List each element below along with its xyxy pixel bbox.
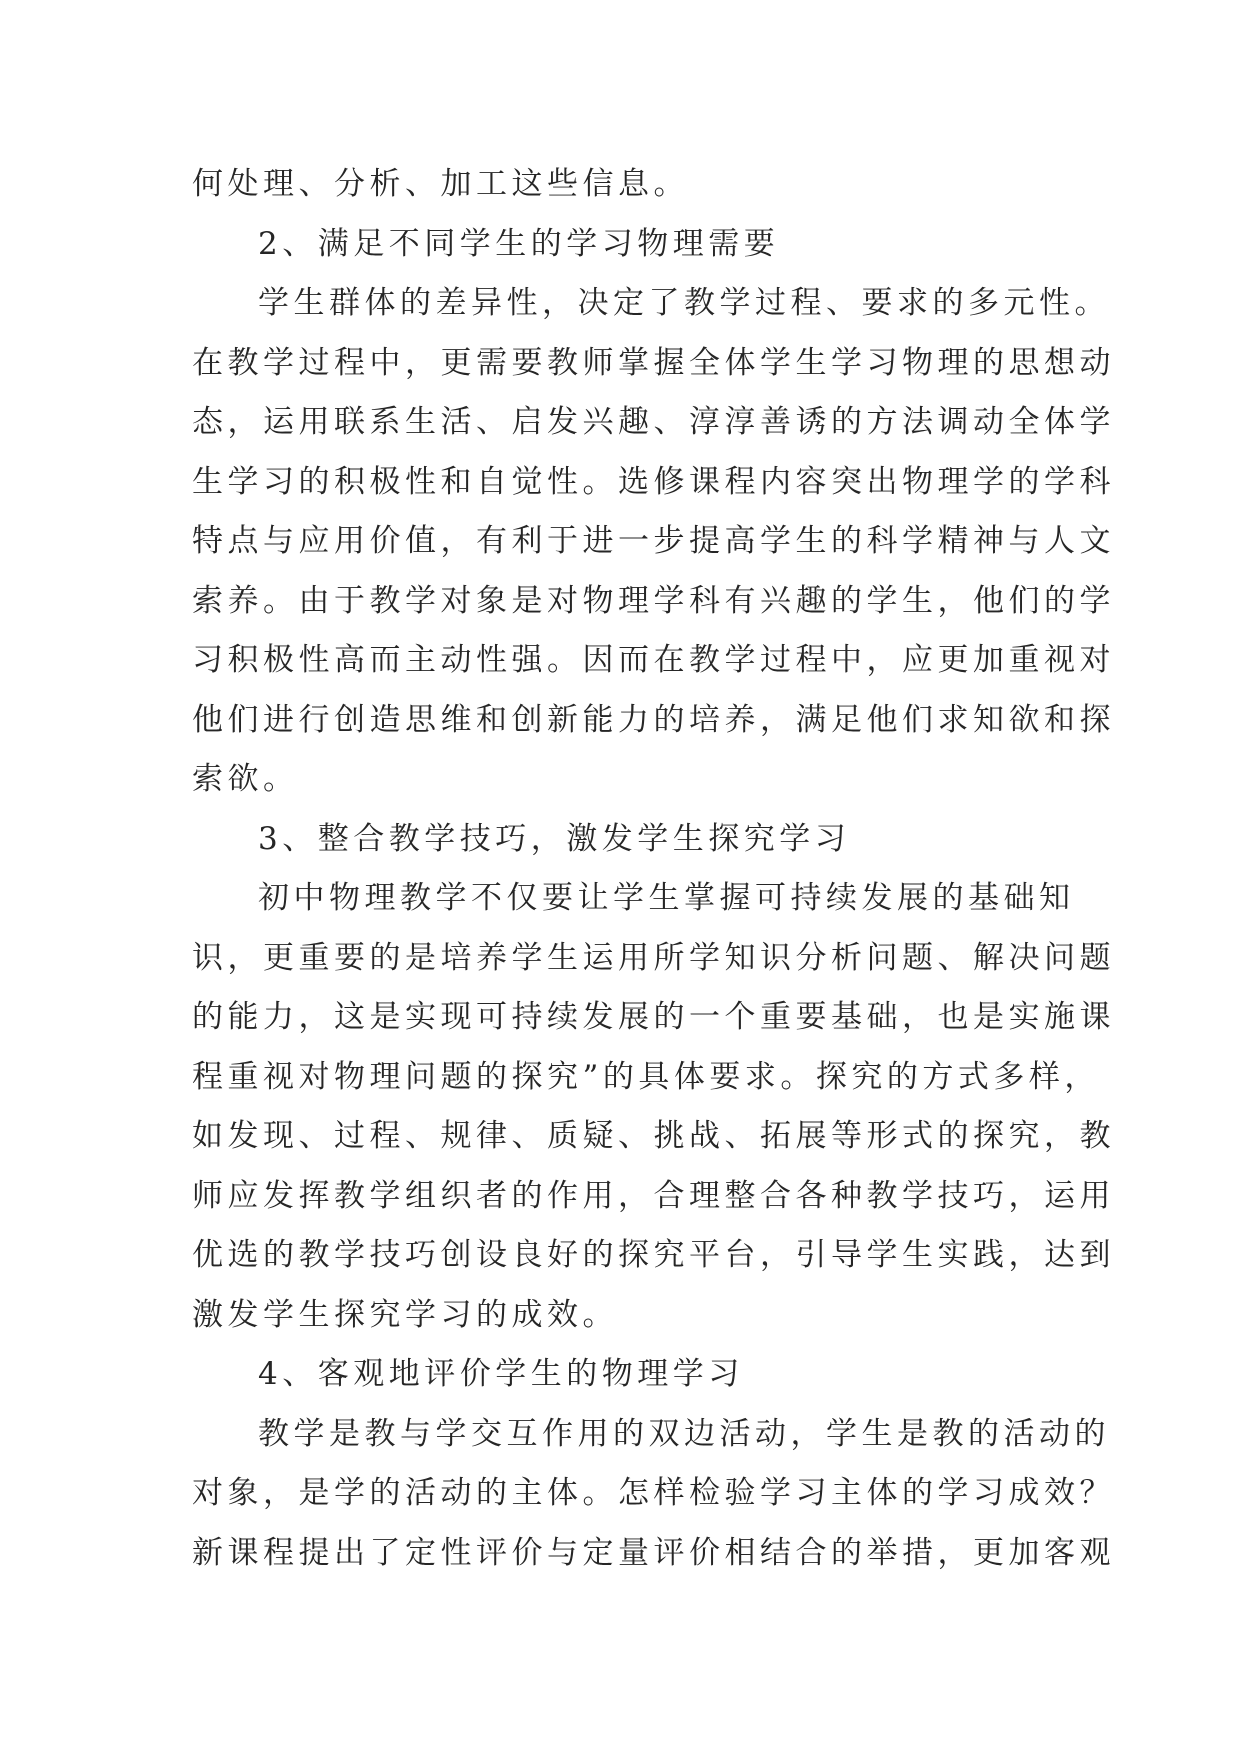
text-line: 何处理、分析、加工这些信息。 — [192, 166, 689, 202]
text-line: 优选的教学技巧创设良好的探究平台，引导学生实践，达到 — [192, 1237, 1115, 1273]
text-line: 生学习的积极性和自觉性。选修课程内容突出物理学的学科 — [192, 463, 1115, 500]
section-heading: 3、整合教学技巧，激发学生探究学习 — [258, 820, 851, 857]
text-line: 如发现、过程、规律、质疑、挑战、拓展等形式的探究，教 — [192, 1118, 1115, 1154]
paragraph-start: 学生群体的差异性，决定了教学过程、要求的多元性。 — [258, 285, 1110, 321]
paragraph-start: 教学是教与学交互作用的双边活动，学生是教的活动的 — [258, 1415, 1110, 1452]
text-line: 特点与应用价值，有利于进一步提高学生的科学精神与人文 — [192, 523, 1115, 559]
text-line: 索欲。 — [192, 761, 299, 797]
text-line: 他们进行创造思维和创新能力的培养，满足他们求知欲和探 — [192, 701, 1115, 738]
text-line: 识，更重要的是培养学生运用所学知识分析问题、解决问题 — [192, 939, 1115, 976]
text-line: 对象，是学的活动的主体。怎样检验学习主体的学习成效？ — [192, 1475, 1115, 1511]
text-line: 程重视对物理问题的探究”的具体要求。探究的方式多样， — [192, 1058, 1100, 1095]
text-line: 的能力，这是实现可持续发展的一个重要基础，也是实施课 — [192, 999, 1115, 1035]
text-line: 习积极性高而主动性强。因而在教学过程中，应更加重视对 — [192, 642, 1115, 678]
text-line: 索养。由于教学对象是对物理学科有兴趣的学生，他们的学 — [192, 582, 1115, 619]
text-line: 激发学生探究学习的成效。 — [192, 1296, 618, 1333]
text-line: 在教学过程中，更需要教师掌握全体学生学习物理的思想动 — [192, 344, 1115, 381]
text-line: 师应发挥教学组织者的作用，合理整合各种教学技巧，运用 — [192, 1177, 1115, 1214]
text-line: 态，运用联系生活、启发兴趣、淳淳善诱的方法调动全体学 — [192, 404, 1115, 440]
section-heading: 4、客观地评价学生的物理学习 — [258, 1356, 744, 1392]
section-heading: 2、满足不同学生的学习物理需要 — [258, 225, 780, 262]
text-line: 新课程提出了定性评价与定量评价相结合的举措，更加客观 — [192, 1534, 1115, 1571]
paragraph-start: 初中物理教学不仅要让学生掌握可持续发展的基础知 — [258, 880, 1075, 916]
document-body — [192, 155, 1115, 1583]
